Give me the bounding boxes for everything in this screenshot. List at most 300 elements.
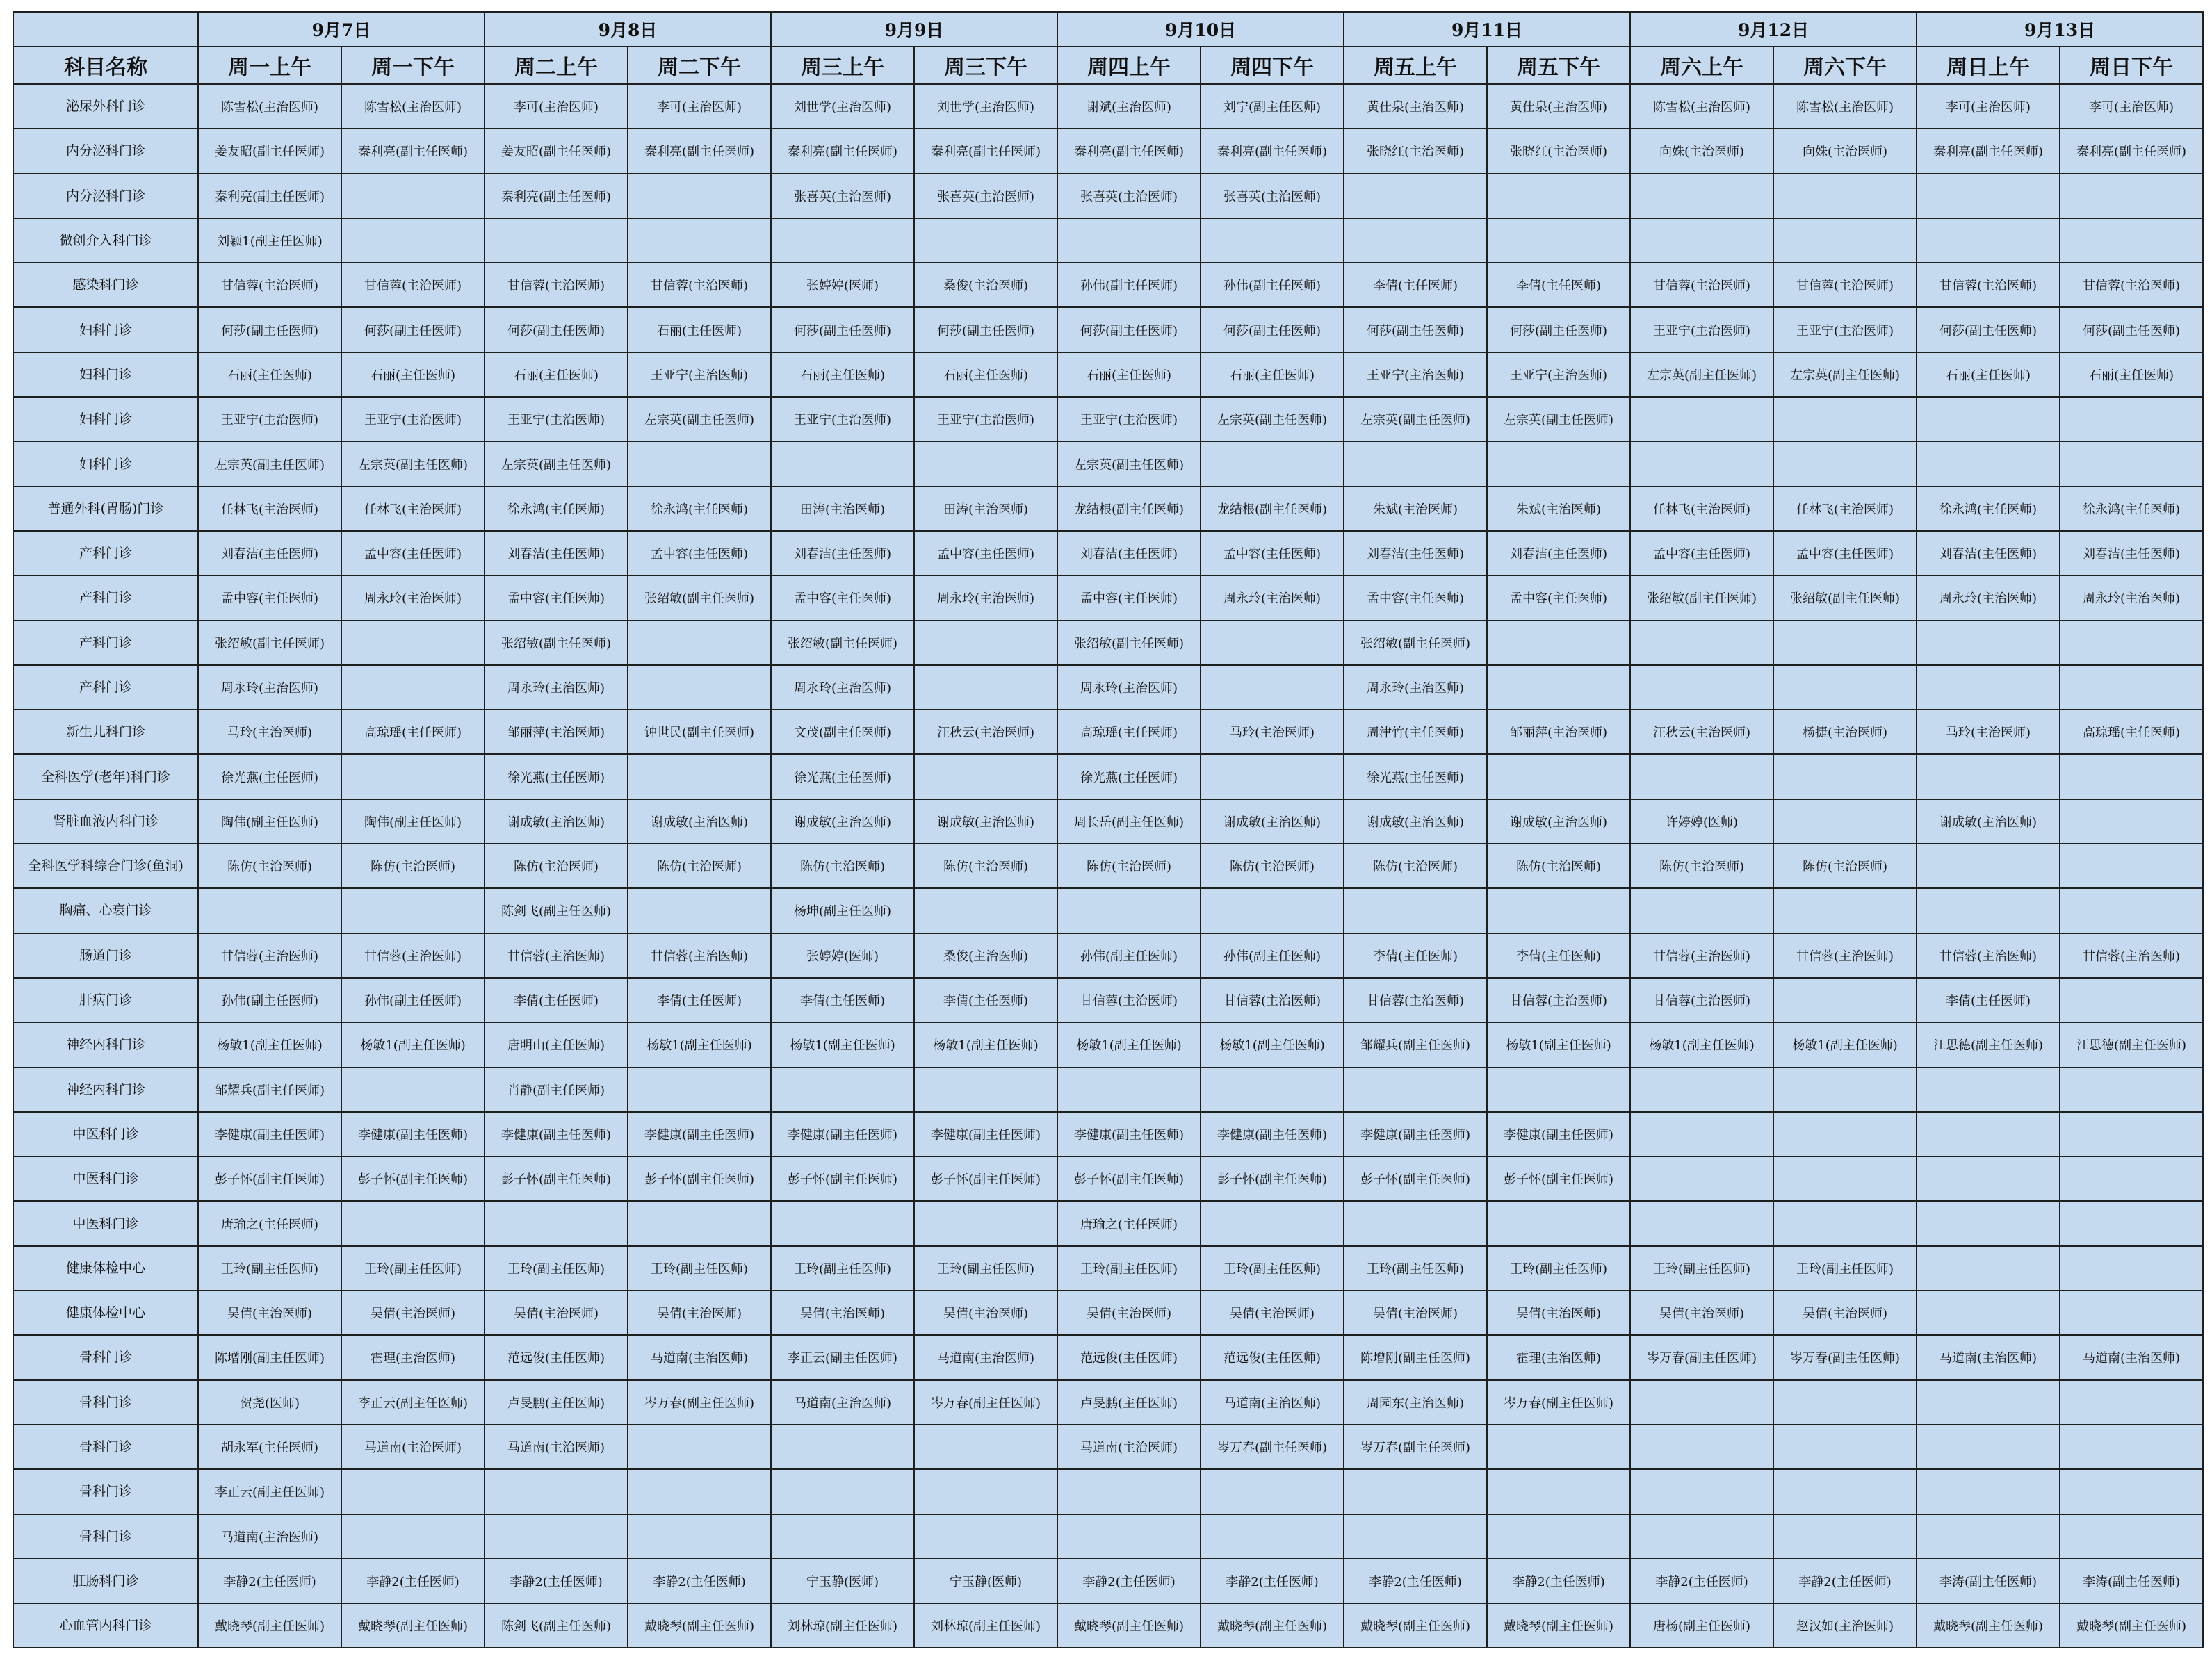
doctor-cell: 左宗英(副主任医师) [1344,397,1487,441]
doctor-cell: 王亚宁(主治医师) [628,352,771,397]
doctor-cell: 王玲(副主任医师) [1487,1246,1630,1291]
doctor-cell [628,1425,771,1469]
doctor-cell [1630,1067,1773,1112]
doctor-cell [628,174,771,218]
doctor-cell: 李健康(副主任医师) [1201,1112,1344,1156]
doctor-cell: 胡永军(主任医师) [198,1425,341,1469]
doctor-cell: 徐永鸿(主任医师) [1917,486,2060,531]
doctor-cell: 孙伟(副主任医师) [198,978,341,1022]
doctor-cell: 秦利亮(副主任医师) [628,129,771,173]
table-row [13,1112,2203,1156]
doctor-cell: 刘春洁(主任医师) [485,531,628,575]
doctor-cell: 戴晓琴(副主任医师) [1487,1603,1630,1648]
dept-name-cell: 全科医学(老年)科门诊 [13,754,198,799]
table-row [13,307,2203,352]
doctor-cell: 王亚宁(主治医师) [341,397,485,441]
doctor-cell: 石丽(主任医师) [1917,352,2060,397]
doctor-cell [628,1067,771,1112]
doctor-cell: 谢成敏(主治医师) [1201,799,1344,844]
doctor-cell [1773,799,1917,844]
doctor-cell: 刘春洁(主任医师) [198,531,341,575]
doctor-cell: 刘林琼(副主任医师) [771,1603,914,1648]
doctor-cell: 李静2(主任医师) [341,1559,485,1603]
doctor-cell: 彭子怀(副主任医师) [341,1156,485,1201]
doctor-cell: 龙结根(副主任医师) [1201,486,1344,531]
doctor-cell: 李正云(副主任医师) [198,1469,341,1514]
doctor-cell: 张绍敏(副主任医师) [1057,621,1201,665]
doctor-cell: 王玲(副主任医师) [341,1246,485,1291]
table-row [13,218,2203,263]
doctor-cell [1201,1514,1344,1559]
doctor-cell: 陈剑飞(副主任医师) [485,1603,628,1648]
doctor-cell [771,1201,914,1245]
doctor-cell [341,1469,485,1514]
doctor-cell [1917,1246,2060,1291]
doctor-cell [2060,665,2203,710]
doctor-cell: 任林飞(主治医师) [341,486,485,531]
doctor-cell: 吴倩(主治医师) [914,1291,1057,1335]
table-row [13,754,2203,799]
doctor-cell: 吴倩(主治医师) [485,1291,628,1335]
doctor-cell: 秦利亮(副主任医师) [485,174,628,218]
slot-header: 周一下午 [341,47,485,84]
doctor-cell [1773,754,1917,799]
doctor-cell: 张绍敏(副主任医师) [485,621,628,665]
doctor-cell: 岑万春(副主任医师) [1487,1380,1630,1425]
doctor-cell: 李健康(副主任医师) [1057,1112,1201,1156]
doctor-cell: 刘林琼(副主任医师) [914,1603,1057,1648]
table-row [13,1156,2203,1201]
doctor-cell [2060,978,2203,1022]
doctor-cell: 吴倩(主治医师) [341,1291,485,1335]
doctor-cell [1917,1469,2060,1514]
doctor-cell [1917,218,2060,263]
dept-name-cell: 肾脏血液内科门诊 [13,799,198,844]
doctor-cell: 张晓红(主治医师) [1344,129,1487,173]
doctor-cell: 黄仕泉(主治医师) [1487,84,1630,129]
doctor-cell: 谢成敏(主治医师) [1487,799,1630,844]
doctor-cell: 秦利亮(副主任医师) [1917,129,2060,173]
doctor-cell: 谢成敏(主治医师) [628,799,771,844]
doctor-cell [1773,174,1917,218]
slot-header: 周日上午 [1917,47,2060,84]
doctor-cell: 戴晓琴(副主任医师) [1057,1603,1201,1648]
doctor-cell: 徐光燕(主任医师) [198,754,341,799]
doctor-cell [2060,1246,2203,1291]
doctor-cell: 张绍敏(副主任医师) [1630,575,1773,620]
doctor-cell [1630,1469,1773,1514]
doctor-cell: 李静2(主任医师) [1487,1559,1630,1603]
doctor-cell: 周永玲(主治医师) [1344,665,1487,710]
schedule-table [13,11,2204,1648]
doctor-cell: 岑万春(副主任医师) [914,1380,1057,1425]
doctor-cell: 杨敏1(副主任医师) [628,1022,771,1067]
doctor-cell [1917,397,2060,441]
doctor-cell: 江思德(副主任医师) [1917,1022,2060,1067]
doctor-cell: 李可(主治医师) [485,84,628,129]
doctor-cell [1917,844,2060,888]
doctor-cell [1917,1425,2060,1469]
date-header: 9月12日 [1630,12,1917,47]
doctor-cell: 高琼瑶(主任医师) [2060,710,2203,754]
table-row [13,621,2203,665]
doctor-cell: 朱斌(主治医师) [1487,486,1630,531]
doctor-cell: 何莎(副主任医师) [1917,307,2060,352]
doctor-cell [1487,174,1630,218]
doctor-cell: 王亚宁(主治医师) [771,397,914,441]
doctor-cell: 张喜英(主治医师) [914,174,1057,218]
dept-name-cell: 神经内科门诊 [13,1067,198,1112]
date-corner-cell [13,12,198,47]
doctor-cell [1057,218,1201,263]
doctor-cell: 彭子怀(副主任医师) [628,1156,771,1201]
doctor-cell: 吴倩(主治医师) [1773,1291,1917,1335]
doctor-cell: 高琼瑶(主任医师) [1057,710,1201,754]
doctor-cell: 吴倩(主治医师) [628,1291,771,1335]
doctor-cell [2060,1469,2203,1514]
doctor-cell: 何莎(副主任医师) [341,307,485,352]
doctor-cell: 杨捷(主治医师) [1773,710,1917,754]
doctor-cell: 岑万春(副主任医师) [1201,1425,1344,1469]
doctor-cell: 周永玲(主治医师) [1057,665,1201,710]
doctor-cell: 甘信蓉(主治医师) [1630,263,1773,307]
doctor-cell [1057,888,1201,933]
doctor-cell: 甘信蓉(主治医师) [628,933,771,978]
doctor-cell [914,441,1057,486]
doctor-cell [1487,754,1630,799]
doctor-cell: 谢成敏(主治医师) [771,799,914,844]
doctor-cell: 李倩(主任医师) [914,978,1057,1022]
doctor-cell: 马玲(主治医师) [1917,710,2060,754]
doctor-cell: 张绍敏(副主任医师) [1344,621,1487,665]
dept-name-cell: 全科医学科综合门诊(鱼洞) [13,844,198,888]
doctor-cell: 王玲(副主任医师) [1773,1246,1917,1291]
doctor-cell: 李倩(主任医师) [628,978,771,1022]
dept-name-cell: 内分泌科门诊 [13,174,198,218]
doctor-cell [1201,1469,1344,1514]
doctor-cell: 任林飞(主治医师) [198,486,341,531]
doctor-cell: 陈仿(主治医师) [1630,844,1773,888]
doctor-cell: 孟中容(主任医师) [1773,531,1917,575]
doctor-cell: 刘春洁(主任医师) [1344,531,1487,575]
doctor-cell: 陶伟(副主任医师) [198,799,341,844]
doctor-cell: 李正云(副主任医师) [341,1380,485,1425]
slot-header-row [13,47,2203,84]
doctor-cell [771,1425,914,1469]
doctor-cell: 戴晓琴(副主任医师) [1344,1603,1487,1648]
doctor-cell [341,665,485,710]
slot-header: 周三下午 [914,47,1057,84]
doctor-cell: 李倩(主任医师) [485,978,628,1022]
doctor-cell: 杨敏1(副主任医师) [914,1022,1057,1067]
doctor-cell [628,621,771,665]
doctor-cell: 周永玲(主治医师) [341,575,485,620]
doctor-cell: 李静2(主任医师) [628,1559,771,1603]
doctor-cell: 杨敏1(副主任医师) [1773,1022,1917,1067]
doctor-cell [1057,1514,1201,1559]
doctor-cell: 向姝(主治医师) [1630,129,1773,173]
table-row [13,1246,2203,1291]
table-row [13,933,2203,978]
date-header: 9月9日 [771,12,1057,47]
doctor-cell: 任林飞(主治医师) [1773,486,1917,531]
doctor-cell: 李静2(主任医师) [1630,1559,1773,1603]
slot-header: 周日下午 [2060,47,2203,84]
doctor-cell [1917,754,2060,799]
doctor-cell: 李涛(副主任医师) [2060,1559,2203,1603]
table-row [13,665,2203,710]
doctor-cell: 周永玲(主治医师) [198,665,341,710]
doctor-cell: 张喜英(主治医师) [1057,174,1201,218]
doctor-cell [1773,665,1917,710]
doctor-cell [1773,621,1917,665]
doctor-cell: 李倩(主任医师) [1487,263,1630,307]
doctor-cell: 张婷婷(医师) [771,933,914,978]
doctor-cell [628,1514,771,1559]
doctor-cell: 卢旻鹏(主任医师) [485,1380,628,1425]
table-row [13,799,2203,844]
doctor-cell [628,441,771,486]
dept-name-cell: 骨科门诊 [13,1469,198,1514]
doctor-cell: 张绍敏(副主任医师) [198,621,341,665]
doctor-cell [628,665,771,710]
doctor-cell [914,665,1057,710]
doctor-cell: 周永玲(主治医师) [1201,575,1344,620]
doctor-cell [1917,621,2060,665]
doctor-cell: 李静2(主任医师) [1201,1559,1344,1603]
doctor-cell: 左宗英(副主任医师) [341,441,485,486]
doctor-cell: 李静2(主任医师) [1773,1559,1917,1603]
slot-header: 周五下午 [1487,47,1630,84]
doctor-cell: 何莎(副主任医师) [198,307,341,352]
doctor-cell: 马道南(主治医师) [198,1514,341,1559]
doctor-cell: 吴倩(主治医师) [1201,1291,1344,1335]
doctor-cell: 杨敏1(副主任医师) [1057,1022,1201,1067]
doctor-cell: 王玲(副主任医师) [1344,1246,1487,1291]
dept-name-cell: 神经内科门诊 [13,1022,198,1067]
doctor-cell [1773,888,1917,933]
doctor-cell: 李可(主治医师) [2060,84,2203,129]
doctor-cell: 陈仿(主治医师) [1487,844,1630,888]
doctor-cell: 左宗英(副主任医师) [1487,397,1630,441]
dept-name-cell: 中医科门诊 [13,1201,198,1245]
doctor-cell: 李倩(主任医师) [1487,933,1630,978]
doctor-cell [341,174,485,218]
doctor-cell [2060,1425,2203,1469]
doctor-cell: 石丽(主任医师) [1201,352,1344,397]
doctor-cell [1487,888,1630,933]
doctor-cell: 王玲(副主任医师) [771,1246,914,1291]
doctor-cell: 甘信蓉(主治医师) [1344,978,1487,1022]
doctor-cell: 秦利亮(副主任医师) [341,129,485,173]
doctor-cell [1201,441,1344,486]
doctor-cell [2060,1067,2203,1112]
doctor-cell: 杨敏1(副主任医师) [1487,1022,1630,1067]
doctor-cell: 李可(主治医师) [628,84,771,129]
doctor-cell: 甘信蓉(主治医师) [1630,978,1773,1022]
table-row [13,1514,2203,1559]
doctor-cell [1773,218,1917,263]
doctor-cell: 霍理(主治医师) [341,1335,485,1379]
doctor-cell: 左宗英(副主任医师) [485,441,628,486]
doctor-cell: 彭子怀(副主任医师) [914,1156,1057,1201]
doctor-cell: 石丽(主任医师) [914,352,1057,397]
doctor-cell: 孙伟(副主任医师) [1057,263,1201,307]
doctor-cell: 彭子怀(副主任医师) [1344,1156,1487,1201]
doctor-cell: 张绍敏(副主任医师) [1773,575,1917,620]
doctor-cell: 周永玲(主治医师) [2060,575,2203,620]
doctor-cell [1630,754,1773,799]
doctor-cell: 王亚宁(主治医师) [914,397,1057,441]
doctor-cell [1773,1469,1917,1514]
doctor-cell [914,1067,1057,1112]
doctor-cell: 戴晓琴(副主任医师) [1917,1603,2060,1648]
doctor-cell: 孟中容(主任医师) [628,531,771,575]
doctor-cell: 范远俊(主任医师) [485,1335,628,1379]
doctor-cell: 桑俊(主治医师) [914,933,1057,978]
doctor-cell: 石丽(主任医师) [2060,352,2203,397]
doctor-cell: 刘春洁(主任医师) [1917,531,2060,575]
doctor-cell: 周永玲(主治医师) [485,665,628,710]
slot-header: 周二上午 [485,47,628,84]
doctor-cell [1344,1067,1487,1112]
doctor-cell: 李健康(副主任医师) [1487,1112,1630,1156]
doctor-cell [1344,1469,1487,1514]
doctor-cell [1201,1201,1344,1245]
doctor-cell [341,1067,485,1112]
doctor-cell: 杨敏1(副主任医师) [198,1022,341,1067]
table-row [13,1425,2203,1469]
doctor-cell [2060,621,2203,665]
dept-name-cell: 骨科门诊 [13,1425,198,1469]
doctor-cell [914,1514,1057,1559]
doctor-cell [1773,978,1917,1022]
doctor-cell: 桑俊(主治医师) [914,263,1057,307]
doctor-cell: 甘信蓉(主治医师) [628,263,771,307]
doctor-cell: 姜友昭(副主任医师) [198,129,341,173]
doctor-cell: 李静2(主任医师) [198,1559,341,1603]
doctor-cell [1917,441,2060,486]
doctor-cell: 霍理(主治医师) [1487,1335,1630,1379]
doctor-cell: 戴晓琴(副主任医师) [1201,1603,1344,1648]
doctor-cell: 岑万春(副主任医师) [628,1380,771,1425]
date-header-row [13,12,2203,47]
doctor-cell: 甘信蓉(主治医师) [1057,978,1201,1022]
table-row [13,441,2203,486]
doctor-cell [1057,1067,1201,1112]
doctor-cell: 甘信蓉(主治医师) [198,933,341,978]
doctor-cell: 黄仕泉(主治医师) [1344,84,1487,129]
doctor-cell: 秦利亮(副主任医师) [198,174,341,218]
doctor-cell: 王亚宁(主治医师) [1344,352,1487,397]
doctor-cell [1773,1425,1917,1469]
doctor-cell: 李健康(副主任医师) [198,1112,341,1156]
doctor-cell: 马道南(主治医师) [1917,1335,2060,1379]
doctor-cell: 陈仿(主治医师) [1057,844,1201,888]
doctor-cell [1487,1425,1630,1469]
doctor-cell: 陈增刚(副主任医师) [198,1335,341,1379]
doctor-cell: 李正云(副主任医师) [771,1335,914,1379]
table-row [13,1067,2203,1112]
doctor-cell: 孟中容(主任医师) [1201,531,1344,575]
doctor-cell [341,1514,485,1559]
doctor-cell: 甘信蓉(主治医师) [1917,933,2060,978]
doctor-cell [2060,754,2203,799]
doctor-cell: 陈雪松(主治医师) [1630,84,1773,129]
doctor-cell [1344,1201,1487,1245]
doctor-cell: 吴倩(主治医师) [1057,1291,1201,1335]
doctor-cell: 何莎(副主任医师) [2060,307,2203,352]
doctor-cell [1630,441,1773,486]
doctor-cell: 李健康(副主任医师) [341,1112,485,1156]
doctor-cell [1630,1514,1773,1559]
doctor-cell [1773,1156,1917,1201]
doctor-cell: 徐光燕(主任医师) [771,754,914,799]
doctor-cell: 邹耀兵(副主任医师) [1344,1022,1487,1067]
doctor-cell [1630,397,1773,441]
doctor-cell: 向姝(主治医师) [1773,129,1917,173]
doctor-cell: 刘宁(副主任医师) [1201,84,1344,129]
doctor-cell: 马玲(主治医师) [198,710,341,754]
doctor-cell [1773,397,1917,441]
doctor-cell: 李倩(主任医师) [1344,933,1487,978]
dept-name-cell: 内分泌科门诊 [13,129,198,173]
doctor-cell: 周长岳(副主任医师) [1057,799,1201,844]
table-row [13,1291,2203,1335]
doctor-cell [1630,665,1773,710]
doctor-cell: 孟中容(主任医师) [341,531,485,575]
doctor-cell: 陈仿(主治医师) [771,844,914,888]
doctor-cell [628,754,771,799]
doctor-cell: 吴倩(主治医师) [771,1291,914,1335]
doctor-cell [1344,888,1487,933]
doctor-cell: 甘信蓉(主治医师) [1917,263,2060,307]
table-row [13,129,2203,173]
dept-name-cell: 肝病门诊 [13,978,198,1022]
doctor-cell: 杨敏1(副主任医师) [1630,1022,1773,1067]
dept-name-cell: 产科门诊 [13,575,198,620]
doctor-cell: 龙结根(副主任医师) [1057,486,1201,531]
doctor-cell: 李涛(副主任医师) [1917,1559,2060,1603]
doctor-cell: 李健康(副主任医师) [1344,1112,1487,1156]
dept-name-cell: 肛肠科门诊 [13,1559,198,1603]
doctor-cell: 田涛(主治医师) [914,486,1057,531]
doctor-cell [2060,441,2203,486]
dept-name-cell: 心血管内科门诊 [13,1603,198,1648]
doctor-cell: 石丽(主任医师) [341,352,485,397]
doctor-cell: 马道南(主治医师) [771,1380,914,1425]
table-row [13,888,2203,933]
doctor-cell [1917,665,2060,710]
dept-name-cell: 骨科门诊 [13,1514,198,1559]
doctor-cell: 李可(主治医师) [1917,84,2060,129]
doctor-cell: 吴倩(主治医师) [1487,1291,1630,1335]
doctor-cell: 石丽(主任医师) [628,307,771,352]
doctor-cell [485,218,628,263]
doctor-cell: 赵汉如(主治医师) [1773,1603,1917,1648]
doctor-cell: 彭子怀(副主任医师) [1487,1156,1630,1201]
doctor-cell: 石丽(主任医师) [1057,352,1201,397]
doctor-cell: 甘信蓉(主治医师) [485,263,628,307]
doctor-cell: 谢斌(主治医师) [1057,84,1201,129]
doctor-cell: 孟中容(主任医师) [1344,575,1487,620]
doctor-cell: 宁玉静(医师) [771,1559,914,1603]
table-row [13,1335,2203,1379]
table-row [13,978,2203,1022]
doctor-cell: 彭子怀(副主任医师) [771,1156,914,1201]
doctor-cell [1630,1380,1773,1425]
doctor-cell [914,621,1057,665]
